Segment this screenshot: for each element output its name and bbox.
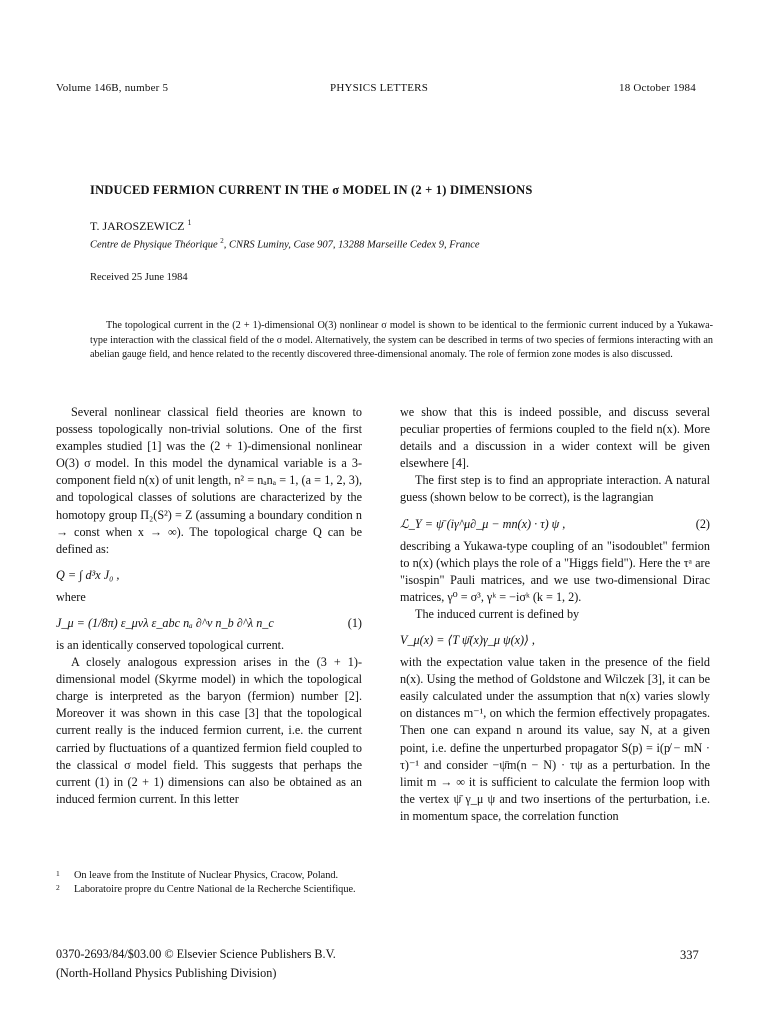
- footnote-2: [56, 884, 356, 897]
- footnote-1: [56, 870, 356, 883]
- header-journal: PHYSICS LETTERS: [330, 82, 429, 94]
- footnote-2-mark: 2: [56, 882, 60, 892]
- equation-2: [400, 514, 710, 534]
- left-column: [56, 404, 362, 808]
- equation-2-number: (2): [695, 516, 710, 531]
- right-paragraph-4: The induced current is defined by: [415, 606, 580, 621]
- left-where: where: [56, 589, 86, 604]
- right-paragraph-2: The first step is to find an appropriate interaction. A natural guess (shown below to be correct), is the lagrangian: [400, 473, 710, 505]
- author-name: T. JAROSZEWICZ: [90, 219, 185, 233]
- right-paragraph-3: describing a Yukawa-type coupling of an "isodoublet" fermion to n(x) (which plays the role of a "Higgs field"). Here the τᵃ are "isospin" Pauli matrices, and we use two-dimensional Dirac matrices, γ⁰ = σ³, γᵏ = −iσᵏ (k = 1, 2).: [400, 538, 710, 604]
- header-volume: Volume 146B, number 5: [56, 82, 169, 94]
- equation-induced-current: V_μ(x) = ⟨T ψ̄(x)γ_μ ψ(x)⟩ ,: [400, 633, 535, 648]
- footnotes: [56, 870, 356, 897]
- affiliation-address: , CNRS Luminy, Case 907, 13288 Marseille Cedex 9, France: [223, 239, 480, 251]
- page-number: 337: [680, 948, 699, 962]
- footer-line-1: 0370-2693/84/$03.00 © Elsevier Science Publishers B.V.: [56, 947, 336, 961]
- affiliation: [90, 237, 480, 251]
- footer-publisher: [56, 945, 336, 982]
- header-date: 18 October 1984: [619, 82, 696, 94]
- left-paragraph-2: is an identically conserved topological current.: [56, 637, 285, 652]
- author-footnote-mark: 1: [187, 218, 192, 227]
- right-paragraph-1: we show that this is indeed possible, and discuss several peculiar properties of fermions coupled to the field n(x). More details and a discussion in a wider context will be given elsewhere [4].: [400, 405, 710, 471]
- equation-1-number: (1): [347, 615, 362, 630]
- left-paragraph-1: Several nonlinear classical field theories are known to possess topologically non-trivial solutions. One of the first examples studied [1] was the (2 + 1)-dimensional nonlinear O(3) σ model. In this model the dynamical variable is a 3-component field n(x) of unit length, n² = nₐnₐ = 1, (a = 1, 2, 3), and topological classes of solutions are characterized by the homotopy group Π₂(S²) = Z (assuming a boundary condition n → const when x → ∞). The topological charge Q can be defined as:: [56, 405, 362, 556]
- author-line: [90, 218, 191, 234]
- left-paragraph-3: A closely analogous expression arises in the (3 + 1)-dimensional model (Skyrme model) in which the topological charge is interpreted as the baryon (fermion) number [2]. Moreover it was shown in this case [3] that the topological current really is the induced fermion current, i.e. the current carried by fluctuations of a quantized fermion field coupled to the classical σ model field. This suggests that perhaps the current (1) in (2 + 1) dimensions can also be obtained as an induced fermion current. In this letter: [56, 655, 362, 806]
- right-column: [400, 404, 710, 825]
- footnote-1-text: On leave from the Institute of Nuclear Physics, Cracow, Poland.: [74, 870, 339, 881]
- equation-2-body: ℒ_Y = ψ̄ (iγ^μ∂_μ − mn(x) · τ) ψ ,: [400, 516, 566, 531]
- footnote-1-mark: 1: [56, 869, 60, 878]
- equation-1-body: J_μ = (1/8π) ε_μνλ ε_abc nₐ ∂^ν n_b ∂^λ n_c: [56, 615, 274, 630]
- footer-line-2: (North-Holland Physics Publishing Division): [56, 965, 277, 980]
- article-title: INDUCED FERMION CURRENT IN THE σ MODEL IN (2 + 1) DIMENSIONS: [90, 183, 533, 197]
- received-date: Received 25 June 1984: [90, 272, 188, 283]
- affiliation-institute: Centre de Physique Théorique: [90, 239, 218, 251]
- equation-topological-charge: Q = ∫ d³x J₀ ,: [56, 567, 120, 582]
- equation-1: [56, 613, 362, 633]
- abstract: The topological current in the (2 + 1)-dimensional O(3) nonlinear σ model is shown to be identical to the fermionic current induced by a Yukawa-type interaction with the classical field of the σ model. Alternatively, the system can be described in terms of two species of fermions interacting with an abelian gauge field, and hence related to the recently discovered three-dimensional anomaly. The role of fermion zone modes is also discussed.: [90, 320, 713, 361]
- footnote-2-text: Laboratoire propre du Centre National de la Recherche Scientifique.: [74, 883, 356, 895]
- affiliation-footnote-mark: 2: [220, 237, 224, 245]
- right-paragraph-5: with the expectation value taken in the presence of the field n(x). Using the method of Goldstone and Wilczek [3], it can be easily calculated under the assumption that n(x) varies slowly on distances m⁻¹, on which the fermion effectively propagates. Then one can expand n around its value, say N, at a given point, i.e. define the unperturbed propagator S(p) = i(p̸ − mN · τ)⁻¹ and consider −ψ̄m(n − N) · τψ as a perturbation. In the limit m → ∞ it is sufficient to calculate the fermion loop with the vertex ψ̄ γ_μ ψ and two insertions of the perturbation, i.e. in momentum space, the correlation function: [400, 655, 710, 823]
